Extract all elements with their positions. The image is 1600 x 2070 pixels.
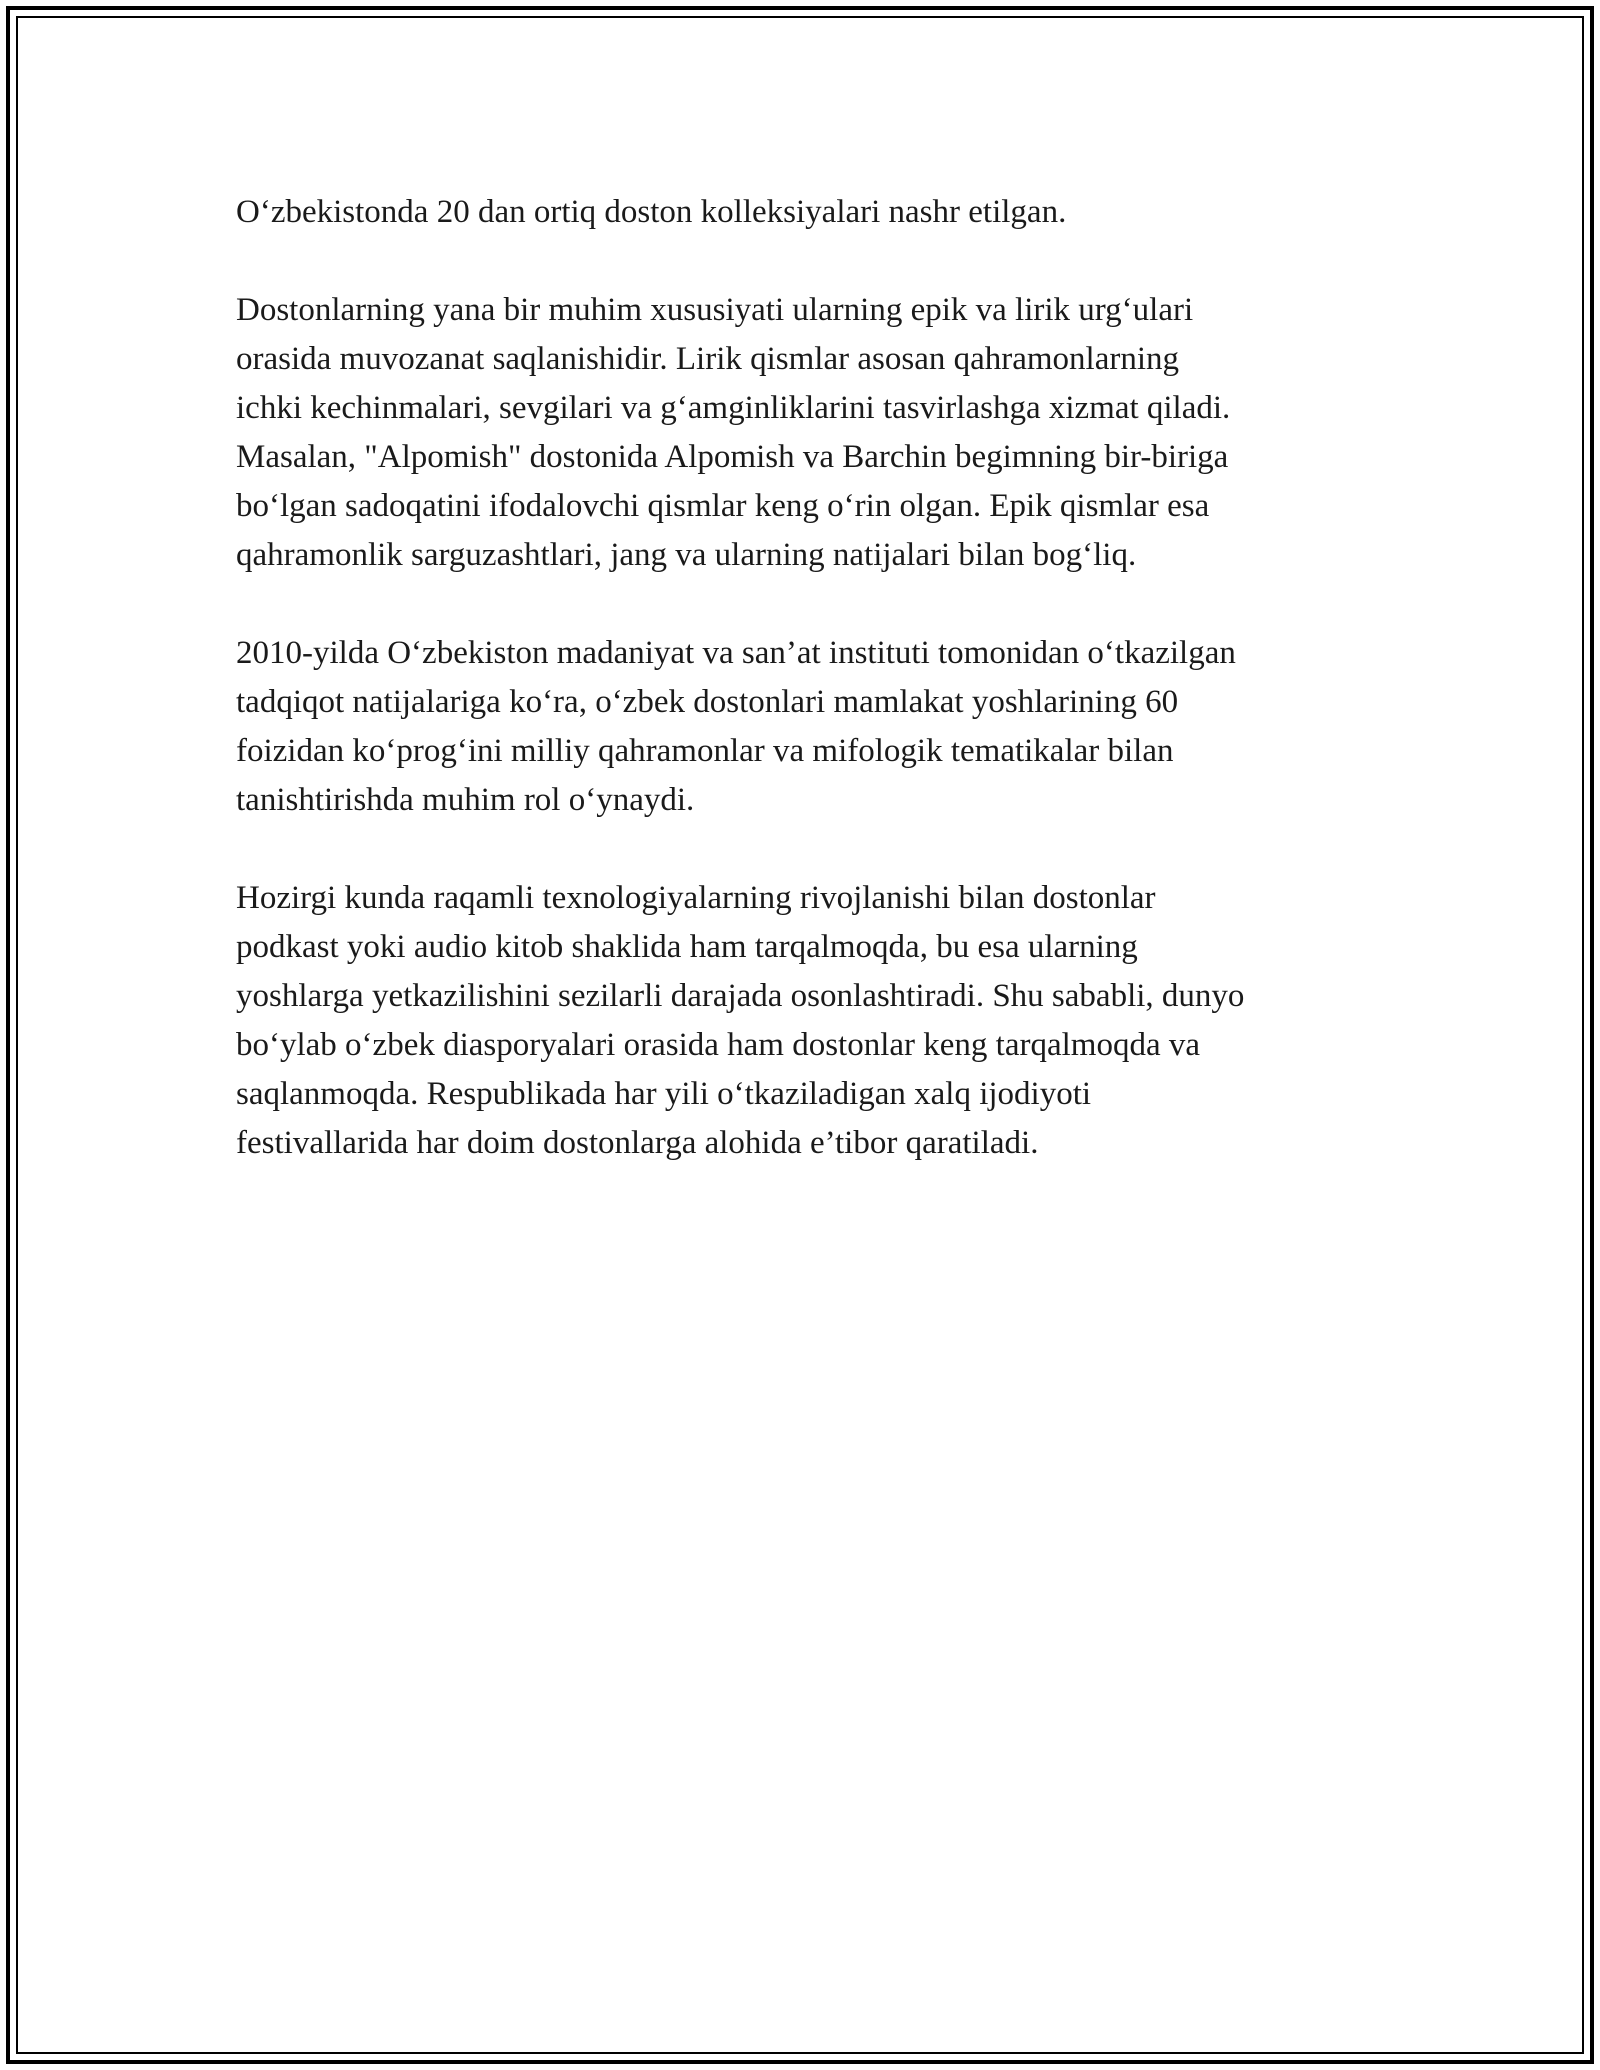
text-line: orasida muvozanat saqlanishidir. Lirik qismlar asosan qahramonlarning	[236, 341, 1180, 377]
text-line: tadqiqot natijalariga ko‘ra, o‘zbek dostonlari mamlakat yoshlarining 60	[236, 684, 1179, 720]
text-line: bo‘lgan sadoqatini ifodalovchi qismlar keng o‘rin olgan. Epik qismlar esa	[236, 488, 1210, 524]
text-line: podkast yoki audio kitob shaklida ham tarqalmoqda, bu esa ularning	[236, 929, 1138, 965]
text-line: Hozirgi kunda raqamli texnologiyalarning rivojlanishi bilan dostonlar	[236, 880, 1156, 916]
text-line: Dostonlarning yana bir muhim xususiyati ularning epik va lirik urg‘ulari	[236, 292, 1194, 328]
paragraph-4	[236, 874, 1396, 1168]
document-body	[236, 188, 1396, 1217]
text-line: ichki kechinmalari, sevgilari va g‘amginliklarini tasvirlashga xizmat qiladi.	[236, 390, 1231, 426]
paragraph-1	[236, 188, 1396, 237]
text-line: yoshlarga yetkazilishini sezilarli darajada osonlashtiradi. Shu sababli, dunyo	[236, 978, 1245, 1014]
text-line: qahramonlik sarguzashtlari, jang va ularning natijalari bilan bog‘liq.	[236, 537, 1137, 573]
text-line: saqlanmoqda. Respublikada har yili o‘tkaziladigan xalq ijodiyoti	[236, 1076, 1092, 1112]
text-line: bo‘ylab o‘zbek diasporyalari orasida ham dostonlar keng tarqalmoqda va	[236, 1027, 1201, 1063]
paragraph-2	[236, 286, 1396, 580]
text-line: festivallarida har doim dostonlarga alohida e’tibor qaratiladi.	[236, 1125, 1039, 1161]
text-line: foizidan ko‘prog‘ini milliy qahramonlar va mifologik tematikalar bilan	[236, 733, 1174, 769]
text-line: tanishtirishda muhim rol o‘ynaydi.	[236, 782, 695, 818]
text-line: Masalan, "Alpomish" dostonida Alpomish va Barchin begimning bir-biriga	[236, 439, 1229, 475]
text-line: 2010-yilda O‘zbekiston madaniyat va san’at instituti tomonidan o‘tkazilgan	[236, 635, 1236, 671]
text-line: O‘zbekistonda 20 dan ortiq doston kolleksiyalari nashr etilgan.	[236, 194, 1067, 230]
paragraph-3	[236, 629, 1396, 825]
